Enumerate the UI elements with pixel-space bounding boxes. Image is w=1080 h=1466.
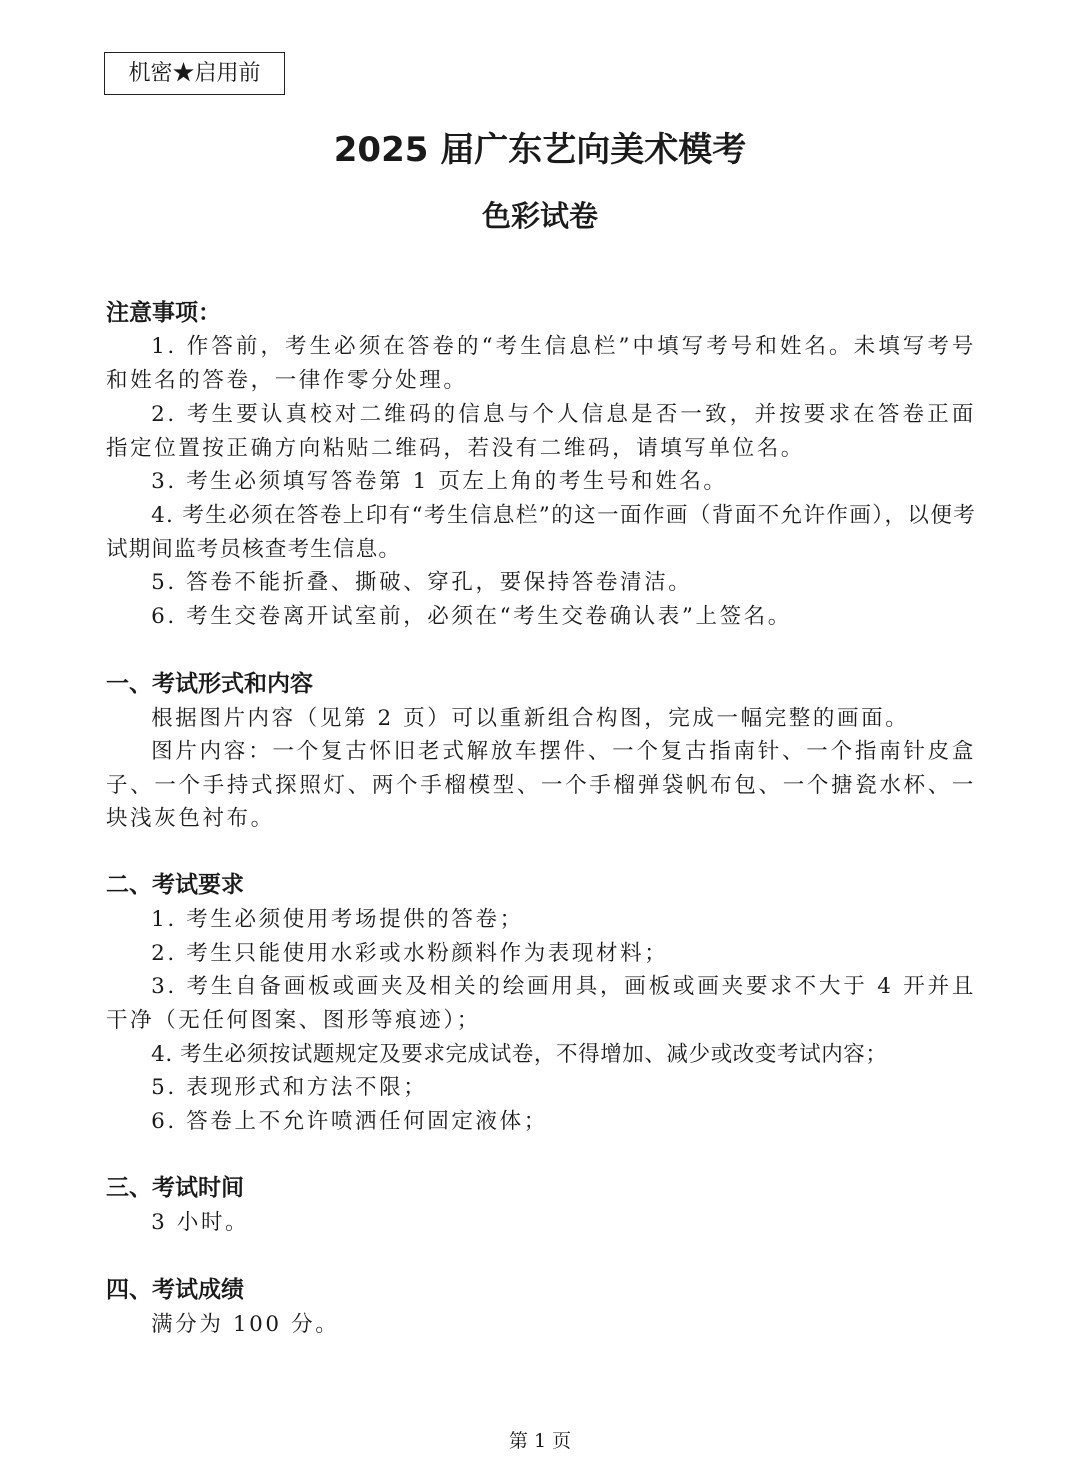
notice-item-4: 4. 考生必须在答卷上印有“考生信息栏”的这一面作画（背面不允许作画），以便考试期间监考员核查考生信息。 bbox=[106, 503, 976, 562]
section1-paragraph-1: 根据图片内容（见第 2 页）可以重新组合构图，完成一幅完整的画面。 bbox=[151, 706, 910, 731]
section2-item-2: 2. 考生只能使用水彩或水粉颜料作为表现材料； bbox=[151, 941, 669, 966]
page-subtitle: 色彩试卷 bbox=[481, 199, 598, 233]
section2-item-5: 5. 表现形式和方法不限； bbox=[151, 1075, 428, 1100]
notice-item-3: 3. 考生必须填写答卷第 1 页左上角的考生号和姓名。 bbox=[151, 469, 728, 494]
section2-heading: 二、考试要求 bbox=[106, 872, 244, 898]
page-title: 2025 届广东艺向美术模考 bbox=[333, 130, 747, 170]
section3-heading: 三、考试时间 bbox=[106, 1175, 244, 1201]
section2-item-1: 1. 考生必须使用考场提供的答卷； bbox=[151, 907, 524, 932]
notice-item-1: 1. 作答前，考生必须在答卷的“考生信息栏”中填写考号和姓名。未填写考号和姓名的答卷，一律作零分处理。 bbox=[106, 334, 976, 393]
page-number: 第 1 页 bbox=[508, 1430, 572, 1452]
notice-item-6: 6. 考生交卷离开试室前，必须在“考生交卷确认表”上签名。 bbox=[151, 604, 792, 629]
notice-item-5: 5. 答卷不能折叠、撕破、穿孔，要保持答卷清洁。 bbox=[151, 570, 693, 595]
section2-item-4: 4. 考生必须按试题规定及要求完成试卷，不得增加、减少或改变考试内容； bbox=[151, 1042, 888, 1067]
section1-paragraph-2: 图片内容：一个复古怀旧老式解放车摆件、一个复古指南针、一个指南针皮盒子、一个手持式探照灯、两个手榴模型、一个手榴弹袋帆布包、一个搪瓷水杯、一块浅灰色衬布。 bbox=[106, 739, 976, 831]
section4-heading: 四、考试成绩 bbox=[106, 1277, 244, 1303]
section2-item-3: 3. 考生自备画板或画夹及相关的绘画用具，画板或画夹要求不大于 4 开并且干净（无任何图案、图形等痕迹）； bbox=[106, 974, 976, 1033]
notice-item-2: 2. 考生要认真校对二维码的信息与个人信息是否一致，并按要求在答卷正面指定位置按正确方向粘贴二维码，若没有二维码，请填写单位名。 bbox=[106, 402, 976, 461]
section2-item-6: 6. 答卷上不允许喷洒任何固定液体； bbox=[151, 1109, 548, 1134]
section3-text: 3 小时。 bbox=[151, 1210, 250, 1235]
confidential-label: 机密★启用前 bbox=[104, 52, 285, 95]
section1-heading: 一、考试形式和内容 bbox=[106, 671, 313, 697]
notice-heading: 注意事项： bbox=[106, 300, 221, 326]
section4-text: 满分为 100 分。 bbox=[151, 1312, 340, 1337]
